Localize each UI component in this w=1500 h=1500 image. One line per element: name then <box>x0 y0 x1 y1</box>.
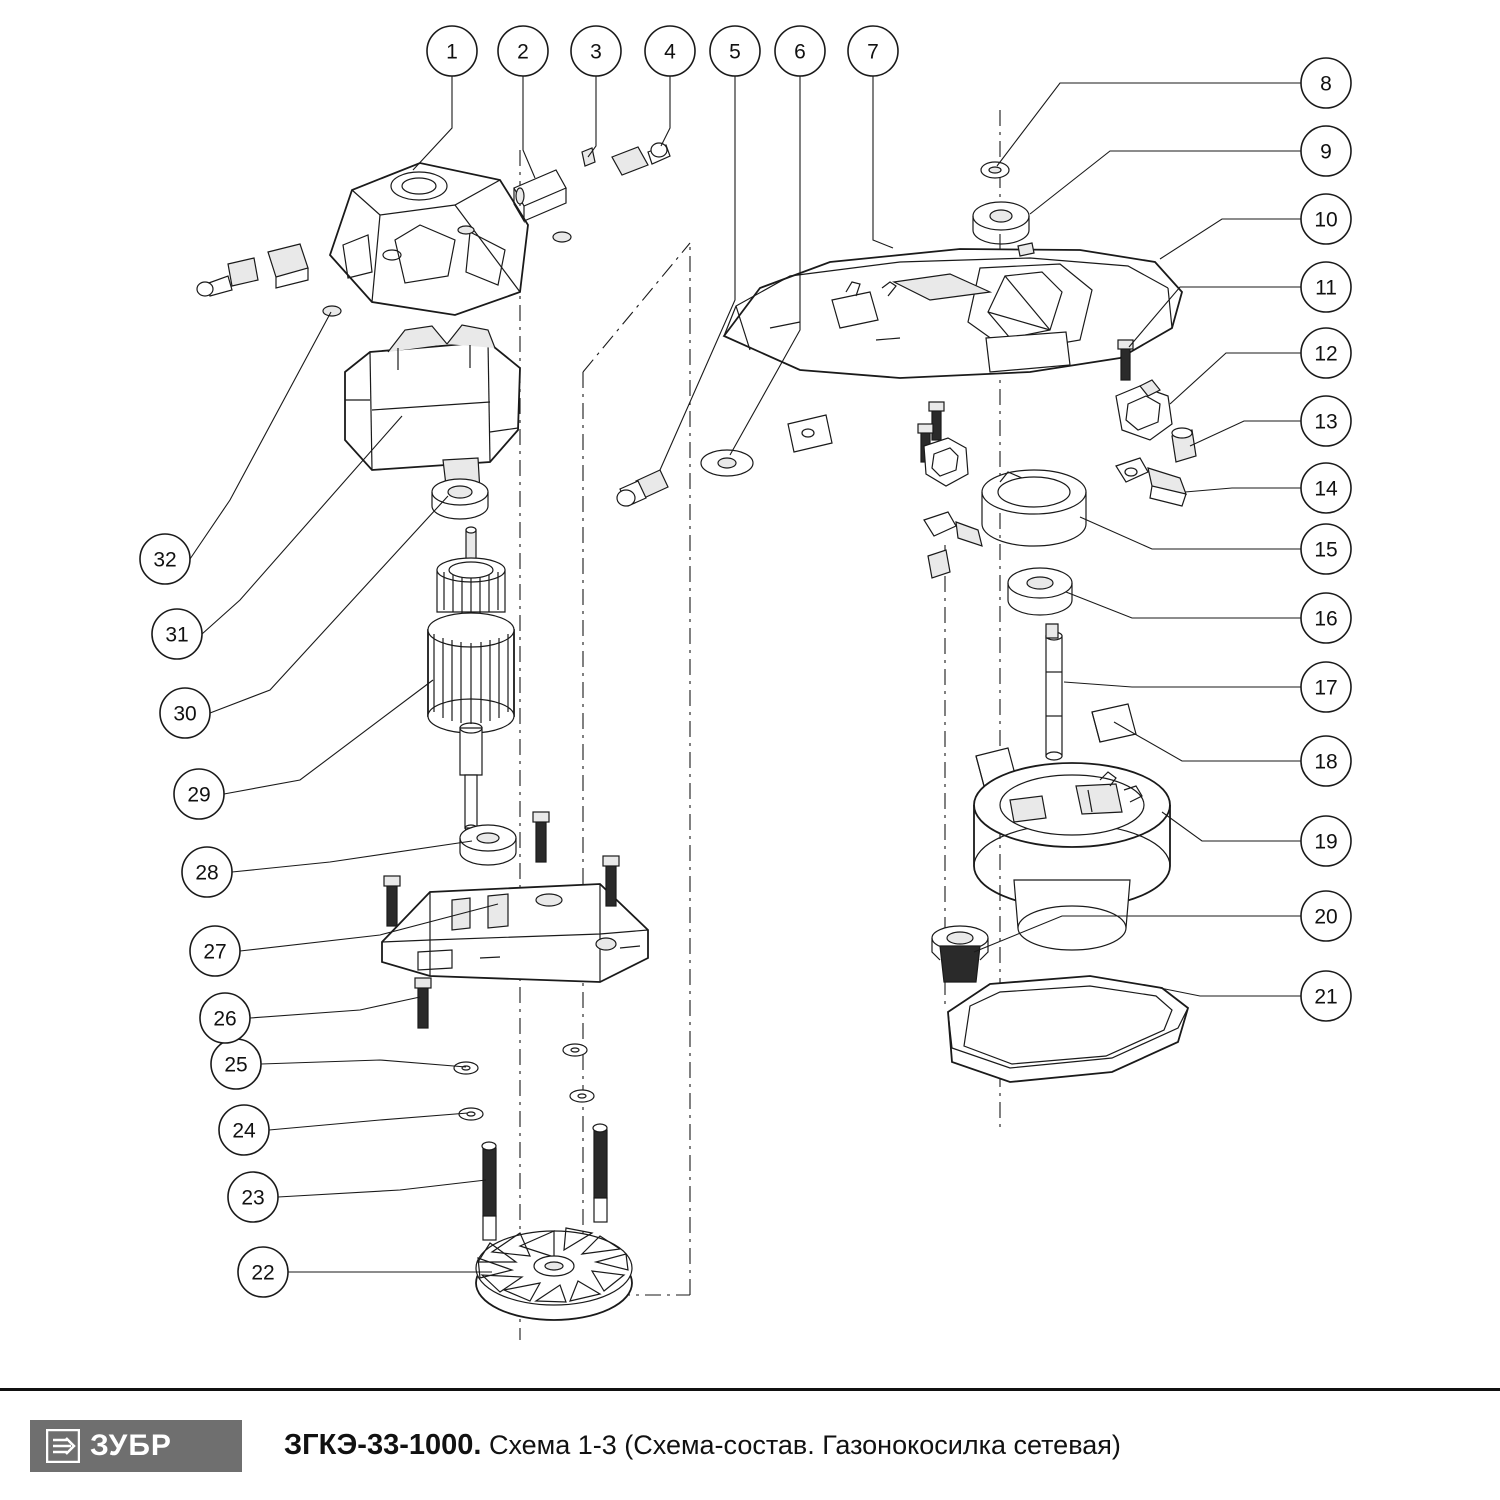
callout-number: 31 <box>165 623 189 647</box>
callout-5 <box>710 26 760 76</box>
part-main-deck <box>724 243 1182 378</box>
callout-11 <box>1301 262 1351 312</box>
part-bearing-9 <box>973 202 1029 244</box>
callout-23 <box>228 1172 278 1222</box>
callout-number: 22 <box>251 1261 275 1285</box>
callout-number: 5 <box>729 40 741 64</box>
callout-29 <box>174 769 224 819</box>
callout-12 <box>1301 328 1351 378</box>
part-lever-14 <box>1116 458 1186 506</box>
callout-22 <box>238 1247 288 1297</box>
callout-15 <box>1301 524 1351 574</box>
callout-25 <box>211 1039 261 1089</box>
callout-bubbles <box>140 26 1351 1297</box>
part-clamp-bracket-12 <box>1116 380 1172 440</box>
callout-10 <box>1301 194 1351 244</box>
part-long-bolts-23 <box>482 1124 607 1240</box>
callout-number: 28 <box>195 861 219 885</box>
diagram-caption <box>284 1429 1121 1462</box>
callout-number: 14 <box>1314 477 1338 501</box>
callout-2 <box>498 26 548 76</box>
callout-number: 18 <box>1314 750 1338 774</box>
callout-number: 6 <box>794 40 806 64</box>
callout-number: 11 <box>1315 276 1337 300</box>
callout-number: 4 <box>664 40 676 64</box>
callout-number: 30 <box>173 702 197 726</box>
callout-number: 23 <box>241 1186 265 1210</box>
part-screw-4 <box>612 143 670 175</box>
callout-number: 29 <box>187 783 211 807</box>
callout-number: 19 <box>1314 830 1338 854</box>
part-fan-housing-19 <box>974 763 1170 950</box>
callout-6 <box>775 26 825 76</box>
part-clamp-bracket-lower <box>924 438 982 578</box>
callout-number: 9 <box>1320 140 1332 164</box>
callout-20 <box>1301 891 1351 941</box>
callout-number: 13 <box>1314 410 1338 434</box>
callout-28 <box>182 847 232 897</box>
part-collar-20 <box>932 926 988 982</box>
part-bearing-30 <box>432 479 488 519</box>
callout-number: 16 <box>1314 607 1338 631</box>
part-stator-body <box>345 325 520 494</box>
callout-number: 17 <box>1314 676 1338 700</box>
callout-number: 32 <box>153 548 177 572</box>
callout-19 <box>1301 816 1351 866</box>
footer-bar <box>0 1388 1500 1500</box>
part-bearing-28 <box>460 825 516 865</box>
callout-7 <box>848 26 898 76</box>
part-washer-6 <box>701 450 753 476</box>
callout-number: 27 <box>203 940 227 964</box>
brand-name: ЗУБР <box>90 1428 172 1462</box>
callout-9 <box>1301 126 1351 176</box>
part-deck-ring-21 <box>948 976 1188 1082</box>
callout-number: 1 <box>446 40 458 64</box>
callout-14 <box>1301 463 1351 513</box>
part-washer-8 <box>981 162 1009 178</box>
model-code: ЗГКЭ-33-1000. <box>284 1429 482 1461</box>
part-cooling-fan <box>476 1228 632 1320</box>
callout-3 <box>571 26 621 76</box>
callout-number: 26 <box>213 1007 237 1031</box>
callout-21 <box>1301 971 1351 1021</box>
part-rotor-armature <box>428 527 514 831</box>
part-upper-housing-cover <box>330 163 528 315</box>
brand-logo <box>30 1420 242 1472</box>
callout-number: 8 <box>1320 72 1332 96</box>
part-bolt-5 <box>617 470 668 506</box>
callout-4 <box>645 26 695 76</box>
part-ring-15 <box>982 470 1086 546</box>
callout-30 <box>160 688 210 738</box>
callout-16 <box>1301 593 1351 643</box>
callout-13 <box>1301 396 1351 446</box>
callout-number: 10 <box>1314 208 1338 232</box>
callout-number: 20 <box>1314 905 1338 929</box>
callout-24 <box>219 1105 269 1155</box>
callout-number: 2 <box>517 40 529 64</box>
callout-number: 12 <box>1314 342 1338 366</box>
callout-8 <box>1301 58 1351 108</box>
callout-number: 24 <box>232 1119 256 1143</box>
callout-31 <box>152 609 202 659</box>
callout-number: 15 <box>1314 538 1338 562</box>
callout-number: 7 <box>867 40 879 64</box>
callout-26 <box>200 993 250 1043</box>
callout-17 <box>1301 662 1351 712</box>
callout-32 <box>140 534 190 584</box>
callout-number: 25 <box>224 1053 248 1077</box>
part-shaft-17 <box>1046 624 1062 760</box>
caption-description: Схема 1-3 (Схема-состав. Газонокосилка сетевая) <box>481 1430 1121 1460</box>
callout-number: 3 <box>590 40 602 64</box>
part-washers-25 <box>454 1044 594 1120</box>
callout-27 <box>190 926 240 976</box>
callout-1 <box>427 26 477 76</box>
callout-number: 21 <box>1314 985 1338 1009</box>
part-mount-plate <box>788 415 832 452</box>
arrow-in-square-icon <box>46 1429 80 1463</box>
part-bearing-16 <box>1008 568 1072 615</box>
callout-18 <box>1301 736 1351 786</box>
